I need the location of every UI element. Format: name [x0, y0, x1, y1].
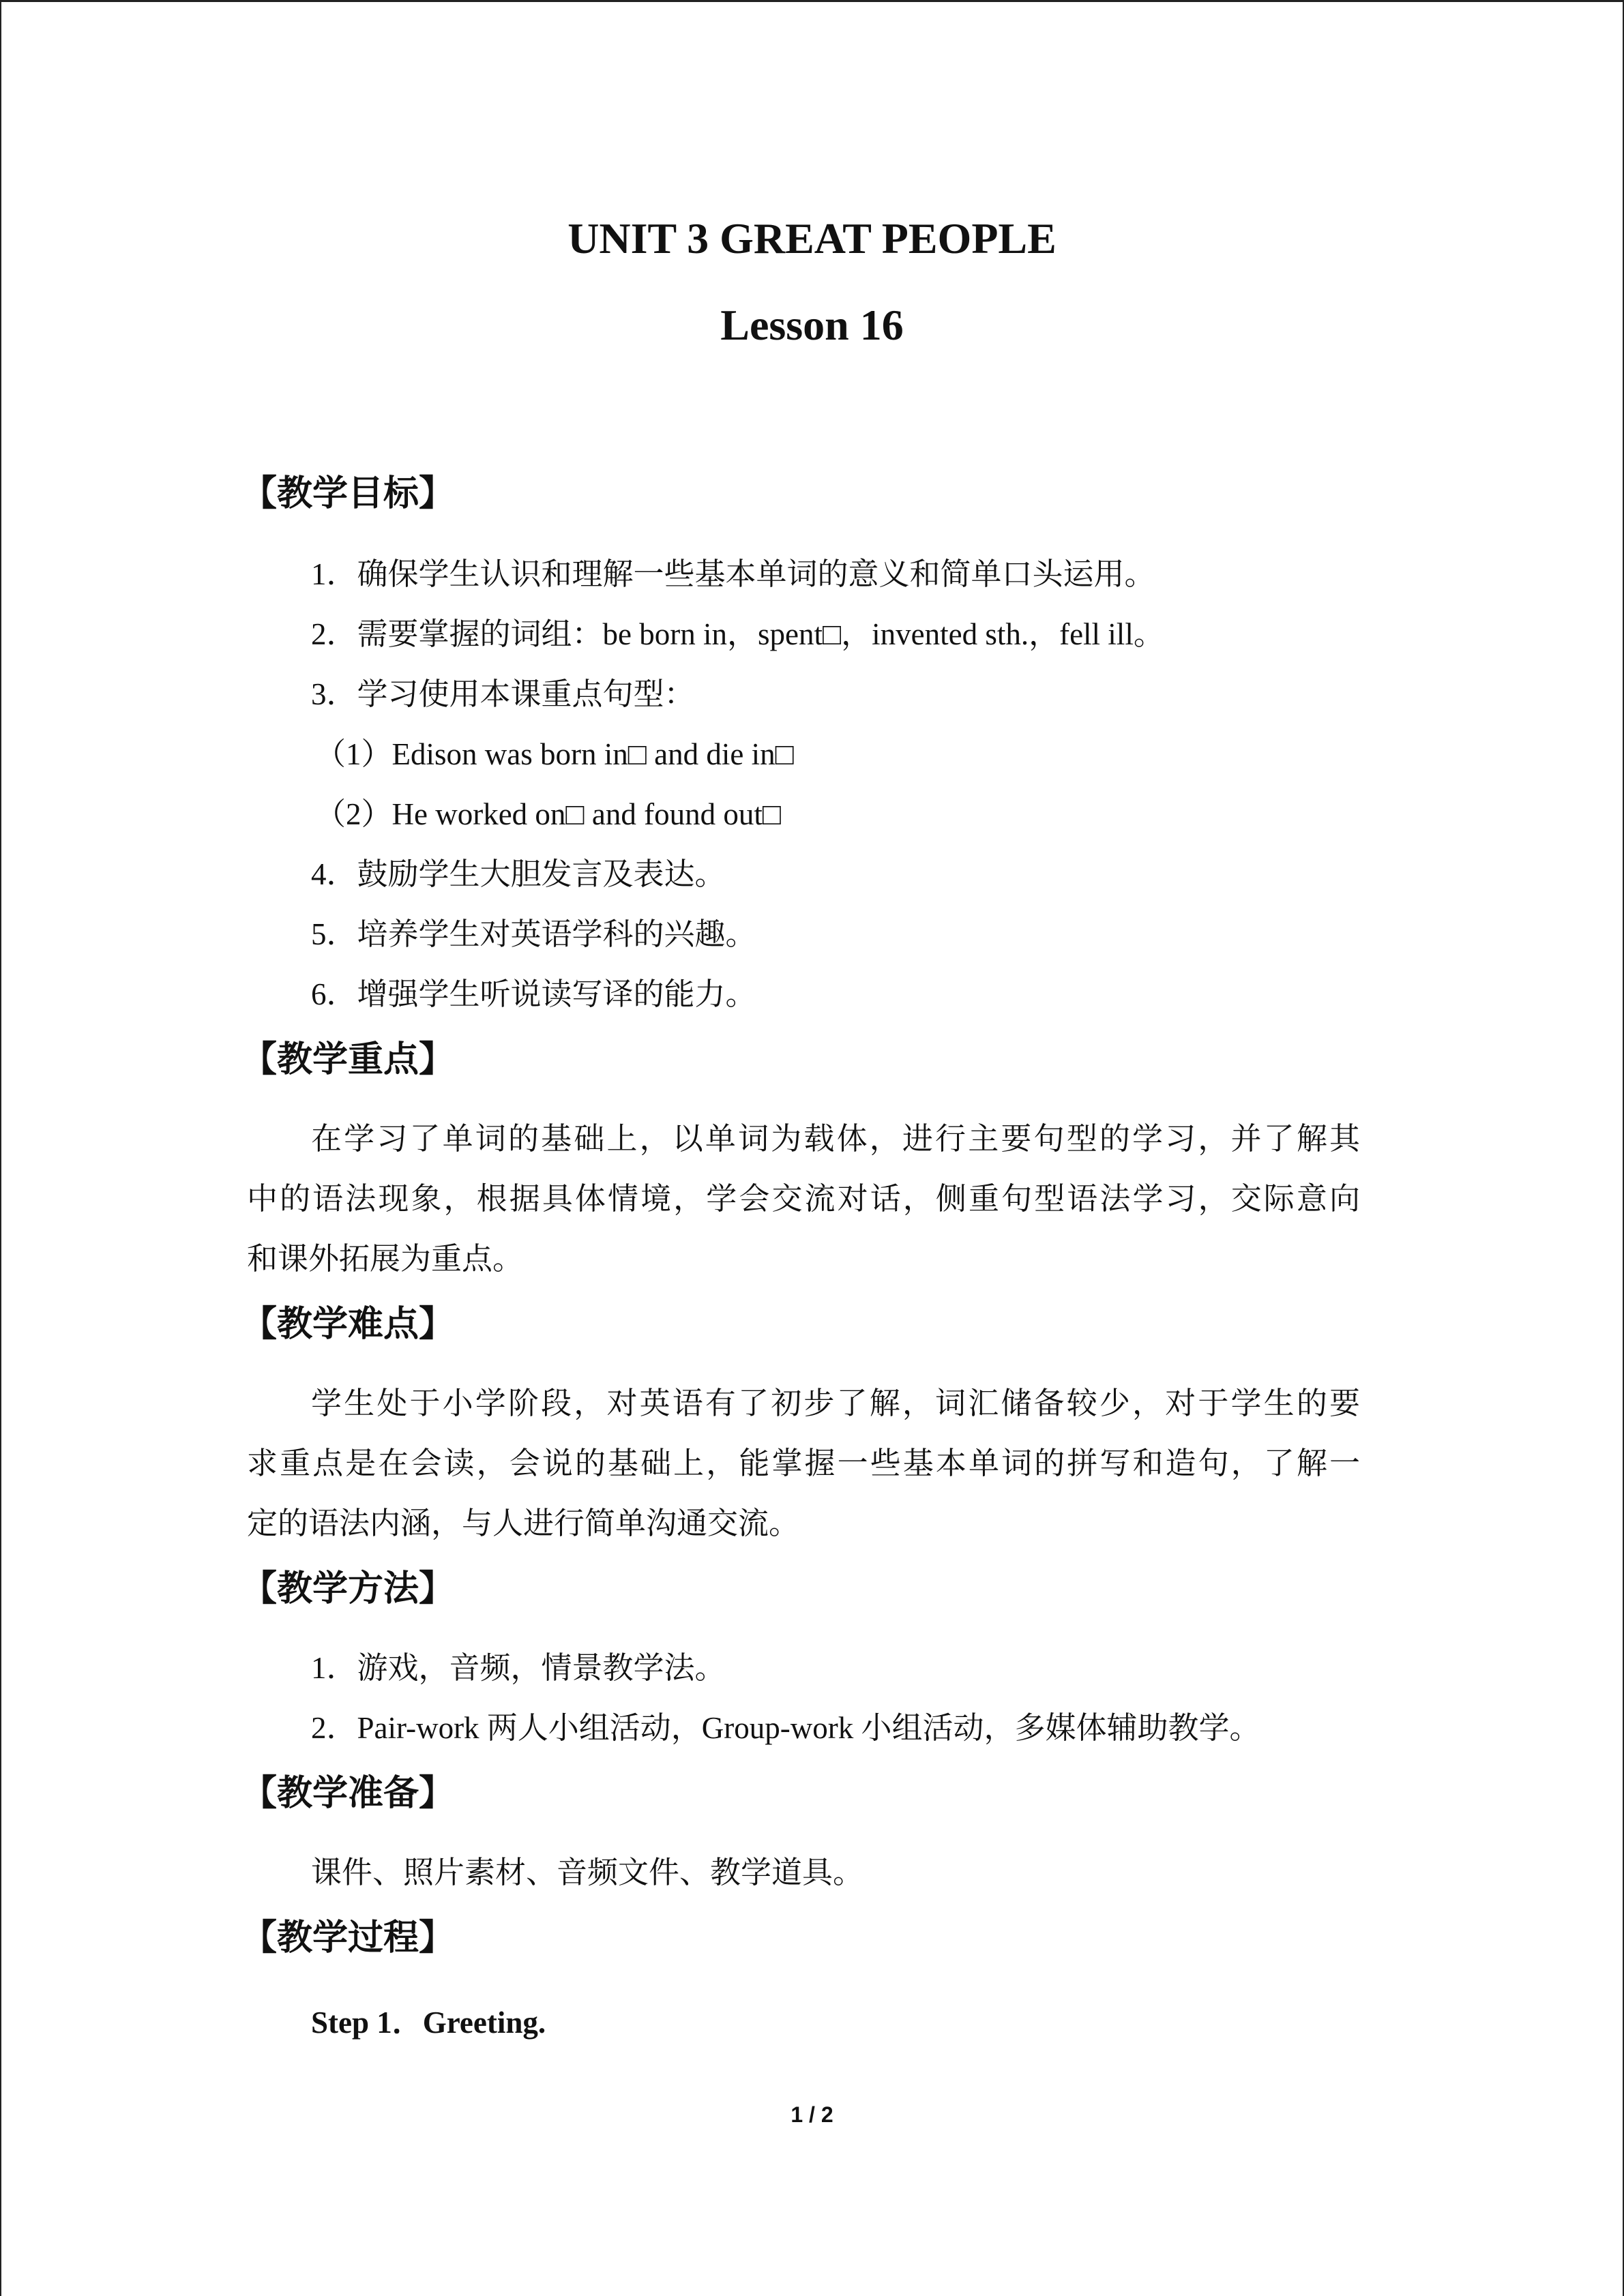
objective-subitem: （2）He worked on□ and found out□: [315, 797, 781, 831]
section-heading-objectives: 【教学目标】: [241, 473, 455, 514]
preparation-text: 课件、照片素材、音频文件、教学道具。: [311, 1855, 864, 1890]
difficulties-line: 学生处于小学阶段，对英语有了初步了解，词汇储备较少，对于学生的要: [311, 1386, 1360, 1420]
key-points-line: 在学习了单词的基础上，以单词为载体，进行主要句型的学习，并了解其: [311, 1122, 1360, 1156]
objective-item: 3．学习使用本课重点句型：: [311, 677, 695, 711]
objective-subitem: （1）Edison was born in□ and die in□: [315, 737, 794, 771]
section-heading-difficulties: 【教学难点】: [241, 1304, 455, 1345]
method-item: 1．游戏，音频，情景教学法。: [311, 1651, 726, 1685]
objective-item: 6．增强学生听说读写译的能力。: [311, 977, 756, 1011]
section-heading-methods: 【教学方法】: [241, 1568, 455, 1609]
document-subtitle: Lesson 16: [720, 301, 904, 349]
method-item: 2．Pair-work 两人小组活动，Group-work 小组活动，多媒体辅助教学。: [311, 1711, 1260, 1745]
document-title: UNIT 3 GREAT PEOPLE: [567, 214, 1057, 263]
difficulties-line: 定的语法内涵，与人进行简单沟通交流。: [247, 1506, 800, 1540]
section-heading-preparation: 【教学准备】: [241, 1773, 455, 1814]
page-number: 1 / 2: [791, 2102, 833, 2127]
objective-item: 5．培养学生对英语学科的兴趣。: [311, 917, 756, 951]
section-heading-key-points: 【教学重点】: [241, 1039, 455, 1080]
key-points-line: 和课外拓展为重点。: [247, 1242, 524, 1276]
process-step: Step 1．Greeting.: [311, 2006, 546, 2040]
objective-item: 2．需要掌握的词组：be born in，spent□，invented sth.，fell ill。: [311, 617, 1164, 651]
objective-item: 1．确保学生认识和理解一些基本单词的意义和简单口头运用。: [311, 557, 1155, 591]
key-points-line: 中的语法现象，根据具体情境，学会交流对话，侧重句型语法学习，交际意向: [247, 1182, 1360, 1216]
difficulties-line: 求重点是在会读，会说的基础上，能掌握一些基本单词的拼写和造句，了解一: [247, 1446, 1360, 1480]
objective-item: 4．鼓励学生大胆发言及表达。: [311, 857, 726, 891]
section-heading-process: 【教学过程】: [241, 1918, 455, 1958]
